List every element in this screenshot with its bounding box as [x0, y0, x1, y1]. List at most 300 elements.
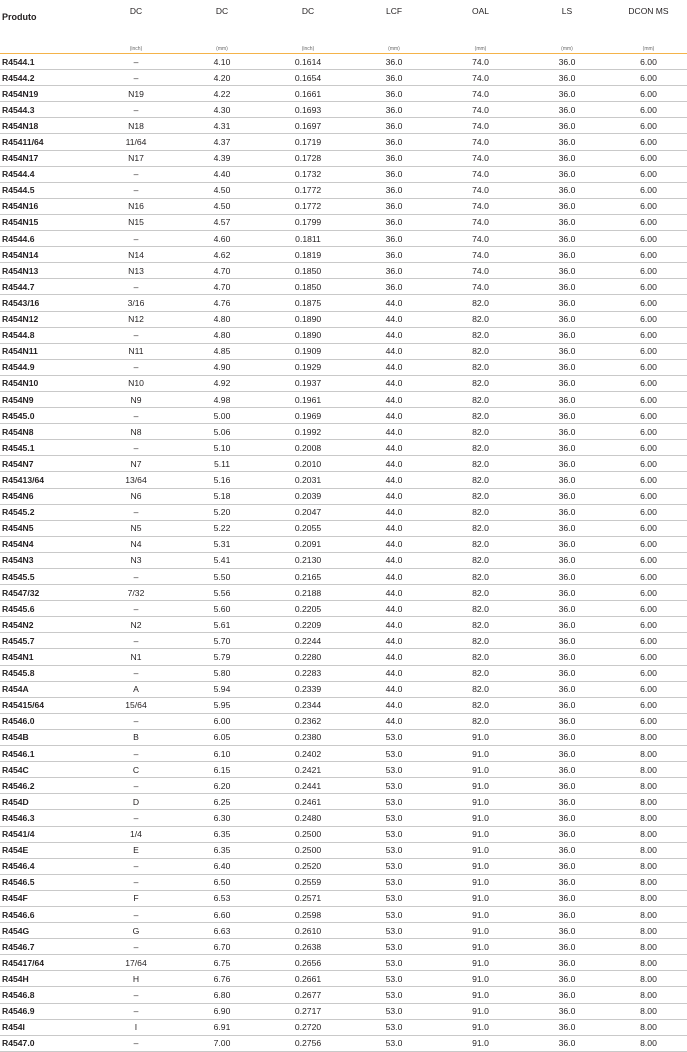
lcf-cell: 44.0 — [351, 617, 437, 633]
dcon-ms-cell: 6.00 — [610, 150, 687, 166]
table-row — [0, 440, 687, 456]
unit-dc-mm: (mm) — [179, 42, 265, 54]
product-code-cell: R45417/64 — [0, 955, 93, 971]
oal-cell: 82.0 — [437, 633, 524, 649]
table-row — [0, 697, 687, 713]
lcf-cell: 53.0 — [351, 874, 437, 890]
column-header-ls: LS — [561, 6, 573, 16]
ls-cell: 36.0 — [524, 971, 610, 987]
dc-mm-cell: 6.91 — [179, 1019, 265, 1035]
dc-decimal-inch-cell: 0.1890 — [265, 311, 351, 327]
dcon-ms-cell: 6.00 — [610, 585, 687, 601]
ls-cell: 36.0 — [524, 665, 610, 681]
oal-cell: 74.0 — [437, 54, 524, 70]
dc-decimal-inch-cell: 0.1772 — [265, 198, 351, 214]
oal-cell: 74.0 — [437, 182, 524, 198]
dc-mm-cell: 6.00 — [179, 713, 265, 729]
table-row — [0, 391, 687, 407]
dc-inch-cell: N4 — [93, 536, 179, 552]
lcf-cell: 44.0 — [351, 552, 437, 568]
oal-cell: 74.0 — [437, 166, 524, 182]
dc-decimal-inch-cell: 0.1909 — [265, 343, 351, 359]
lcf-cell: 53.0 — [351, 1003, 437, 1019]
oal-cell: 91.0 — [437, 826, 524, 842]
dc-decimal-inch-cell: 0.2031 — [265, 472, 351, 488]
dcon-ms-cell: 8.00 — [610, 762, 687, 778]
dc-mm-cell: 5.50 — [179, 569, 265, 585]
lcf-cell: 44.0 — [351, 424, 437, 440]
ls-cell: 36.0 — [524, 810, 610, 826]
table-row — [0, 810, 687, 826]
product-code-cell: R4546.4 — [0, 858, 93, 874]
dc-decimal-inch-cell: 0.2165 — [265, 569, 351, 585]
lcf-cell: 44.0 — [351, 311, 437, 327]
oal-cell: 82.0 — [437, 520, 524, 536]
dcon-ms-cell: 6.00 — [610, 70, 687, 86]
oal-cell: 91.0 — [437, 955, 524, 971]
lcf-cell: 36.0 — [351, 86, 437, 102]
unit-dc-decimal-inch: (inch) — [265, 42, 351, 54]
dc-mm-cell: 4.22 — [179, 86, 265, 102]
product-code-cell: R454N6 — [0, 488, 93, 504]
dcon-ms-cell: 6.00 — [610, 601, 687, 617]
oal-cell: 74.0 — [437, 102, 524, 118]
ls-cell: 36.0 — [524, 778, 610, 794]
ls-cell: 36.0 — [524, 729, 610, 745]
table-row — [0, 456, 687, 472]
lcf-cell: 44.0 — [351, 488, 437, 504]
product-code-cell: R4546.5 — [0, 874, 93, 890]
product-code-cell: R454N7 — [0, 456, 93, 472]
dc-mm-cell: 4.39 — [179, 150, 265, 166]
dc-inch-cell: 13/64 — [93, 472, 179, 488]
product-code-cell: R4544.6 — [0, 231, 93, 247]
dc-decimal-inch-cell: 0.1728 — [265, 150, 351, 166]
product-code-cell: R4544.5 — [0, 182, 93, 198]
table-row — [0, 746, 687, 762]
dc-decimal-inch-cell: 0.2047 — [265, 504, 351, 520]
lcf-cell: 53.0 — [351, 923, 437, 939]
dc-mm-cell: 4.90 — [179, 359, 265, 375]
dcon-ms-cell: 8.00 — [610, 874, 687, 890]
dc-inch-cell: – — [93, 182, 179, 198]
oal-cell: 91.0 — [437, 923, 524, 939]
dc-decimal-inch-cell: 0.1969 — [265, 408, 351, 424]
table-row — [0, 504, 687, 520]
dc-mm-cell: 4.30 — [179, 102, 265, 118]
ls-cell: 36.0 — [524, 746, 610, 762]
dc-inch-cell: – — [93, 1035, 179, 1051]
lcf-cell: 53.0 — [351, 810, 437, 826]
dc-inch-cell: N14 — [93, 247, 179, 263]
dc-mm-cell: 6.30 — [179, 810, 265, 826]
table-row — [0, 1035, 687, 1051]
product-code-cell: R4544.7 — [0, 279, 93, 295]
dcon-ms-cell: 6.00 — [610, 359, 687, 375]
lcf-cell: 44.0 — [351, 649, 437, 665]
ls-cell: 36.0 — [524, 472, 610, 488]
dc-decimal-inch-cell: 0.2010 — [265, 456, 351, 472]
dc-mm-cell: 4.92 — [179, 375, 265, 391]
oal-cell: 91.0 — [437, 1019, 524, 1035]
dc-decimal-inch-cell: 0.2209 — [265, 617, 351, 633]
dc-mm-cell: 4.37 — [179, 134, 265, 150]
dcon-ms-cell: 6.00 — [610, 488, 687, 504]
lcf-cell: 44.0 — [351, 569, 437, 585]
lcf-cell: 44.0 — [351, 633, 437, 649]
product-code-cell: R4543/16 — [0, 295, 93, 311]
dcon-ms-cell: 6.00 — [610, 391, 687, 407]
ls-cell: 36.0 — [524, 150, 610, 166]
dc-mm-cell: 6.80 — [179, 987, 265, 1003]
dc-decimal-inch-cell: 0.2441 — [265, 778, 351, 794]
table-row — [0, 247, 687, 263]
oal-cell: 82.0 — [437, 569, 524, 585]
dc-mm-cell: 4.62 — [179, 247, 265, 263]
ls-cell: 36.0 — [524, 295, 610, 311]
product-code-cell: R454I — [0, 1019, 93, 1035]
dc-mm-cell: 5.06 — [179, 424, 265, 440]
dc-mm-cell: 5.10 — [179, 440, 265, 456]
table-row — [0, 923, 687, 939]
dcon-ms-cell: 6.00 — [610, 279, 687, 295]
product-code-cell: R4547.0 — [0, 1035, 93, 1051]
lcf-cell: 44.0 — [351, 697, 437, 713]
dc-inch-cell: N10 — [93, 375, 179, 391]
dc-decimal-inch-cell: 0.2344 — [265, 697, 351, 713]
oal-cell: 91.0 — [437, 874, 524, 890]
table-row — [0, 713, 687, 729]
dc-inch-cell: B — [93, 729, 179, 745]
ls-cell: 36.0 — [524, 536, 610, 552]
column-header-lcf: LCF — [385, 6, 403, 16]
lcf-cell: 53.0 — [351, 729, 437, 745]
product-code-cell: R45411/64 — [0, 134, 93, 150]
dc-decimal-inch-cell: 0.1819 — [265, 247, 351, 263]
dc-decimal-inch-cell: 0.2039 — [265, 488, 351, 504]
product-code-cell: R4545.0 — [0, 408, 93, 424]
dc-mm-cell: 4.60 — [179, 231, 265, 247]
product-code-cell: R454N10 — [0, 375, 93, 391]
lcf-cell: 53.0 — [351, 1019, 437, 1035]
ls-cell: 36.0 — [524, 359, 610, 375]
dcon-ms-cell: 6.00 — [610, 665, 687, 681]
dc-mm-cell: 4.31 — [179, 118, 265, 134]
lcf-cell: 44.0 — [351, 408, 437, 424]
dcon-ms-cell: 6.00 — [610, 231, 687, 247]
dcon-ms-cell: 8.00 — [610, 955, 687, 971]
lcf-cell: 44.0 — [351, 391, 437, 407]
oal-cell: 82.0 — [437, 601, 524, 617]
oal-cell: 82.0 — [437, 295, 524, 311]
unit-lcf: (mm) — [351, 42, 437, 54]
dc-inch-cell: N1 — [93, 649, 179, 665]
ls-cell: 36.0 — [524, 375, 610, 391]
dc-decimal-inch-cell: 0.2520 — [265, 858, 351, 874]
table-row — [0, 729, 687, 745]
product-code-cell: R454N12 — [0, 311, 93, 327]
table-row — [0, 343, 687, 359]
dcon-ms-cell: 6.00 — [610, 472, 687, 488]
dcon-ms-cell: 6.00 — [610, 440, 687, 456]
dc-mm-cell: 5.80 — [179, 665, 265, 681]
dc-decimal-inch-cell: 0.2677 — [265, 987, 351, 1003]
lcf-cell: 44.0 — [351, 359, 437, 375]
dc-mm-cell: 7.00 — [179, 1035, 265, 1051]
table-row — [0, 552, 687, 568]
ls-cell: 36.0 — [524, 906, 610, 922]
ls-cell: 36.0 — [524, 263, 610, 279]
product-code-cell: R454A — [0, 681, 93, 697]
ls-cell: 36.0 — [524, 134, 610, 150]
product-code-cell: R4546.2 — [0, 778, 93, 794]
lcf-cell: 36.0 — [351, 102, 437, 118]
dc-decimal-inch-cell: 0.1811 — [265, 231, 351, 247]
dcon-ms-cell: 8.00 — [610, 1003, 687, 1019]
table-row — [0, 488, 687, 504]
dc-inch-cell: – — [93, 778, 179, 794]
lcf-cell: 36.0 — [351, 279, 437, 295]
product-code-cell: R454N14 — [0, 247, 93, 263]
units-row — [0, 42, 687, 54]
ls-cell: 36.0 — [524, 1019, 610, 1035]
lcf-cell: 44.0 — [351, 681, 437, 697]
dcon-ms-cell: 8.00 — [610, 1019, 687, 1035]
lcf-cell: 36.0 — [351, 198, 437, 214]
ls-cell: 36.0 — [524, 520, 610, 536]
dc-decimal-inch-cell: 0.2756 — [265, 1035, 351, 1051]
dcon-ms-cell: 8.00 — [610, 971, 687, 987]
ls-cell: 36.0 — [524, 858, 610, 874]
column-header-oal: OAL — [471, 6, 489, 16]
unit-oal: (mm) — [437, 42, 524, 54]
product-code-cell: R4546.3 — [0, 810, 93, 826]
lcf-cell: 36.0 — [351, 118, 437, 134]
column-header-dc-inch: DC — [129, 6, 143, 16]
lcf-cell: 44.0 — [351, 713, 437, 729]
lcf-cell: 53.0 — [351, 842, 437, 858]
oal-cell: 82.0 — [437, 327, 524, 343]
dc-inch-cell: N6 — [93, 488, 179, 504]
dc-mm-cell: 5.61 — [179, 617, 265, 633]
dc-decimal-inch-cell: 0.2130 — [265, 552, 351, 568]
dcon-ms-cell: 8.00 — [610, 890, 687, 906]
lcf-cell: 53.0 — [351, 955, 437, 971]
dc-mm-cell: 4.76 — [179, 295, 265, 311]
oal-cell: 82.0 — [437, 375, 524, 391]
dc-decimal-inch-cell: 0.2283 — [265, 665, 351, 681]
dc-inch-cell: – — [93, 987, 179, 1003]
dc-inch-cell: N2 — [93, 617, 179, 633]
dcon-ms-cell: 6.00 — [610, 617, 687, 633]
table-row — [0, 231, 687, 247]
ls-cell: 36.0 — [524, 440, 610, 456]
unit-produto — [0, 42, 93, 54]
lcf-cell: 53.0 — [351, 762, 437, 778]
table-row — [0, 295, 687, 311]
ls-cell: 36.0 — [524, 633, 610, 649]
product-code-cell: R454N8 — [0, 424, 93, 440]
dc-decimal-inch-cell: 0.1890 — [265, 327, 351, 343]
ls-cell: 36.0 — [524, 231, 610, 247]
dc-mm-cell: 4.98 — [179, 391, 265, 407]
table-row — [0, 424, 687, 440]
oal-cell: 74.0 — [437, 118, 524, 134]
dc-inch-cell: 3/16 — [93, 295, 179, 311]
lcf-cell: 36.0 — [351, 263, 437, 279]
lcf-cell: 53.0 — [351, 794, 437, 810]
table-row — [0, 198, 687, 214]
dcon-ms-cell: 6.00 — [610, 86, 687, 102]
oal-cell: 74.0 — [437, 214, 524, 230]
dc-decimal-inch-cell: 0.1850 — [265, 263, 351, 279]
dc-mm-cell: 5.16 — [179, 472, 265, 488]
product-code-cell: R4544.3 — [0, 102, 93, 118]
product-code-cell: R4545.8 — [0, 665, 93, 681]
dc-inch-cell: – — [93, 939, 179, 955]
dc-inch-cell: N17 — [93, 150, 179, 166]
ls-cell: 36.0 — [524, 569, 610, 585]
dc-inch-cell: – — [93, 858, 179, 874]
oal-cell: 91.0 — [437, 858, 524, 874]
dc-decimal-inch-cell: 0.1850 — [265, 279, 351, 295]
dc-inch-cell: I — [93, 1019, 179, 1035]
dcon-ms-cell: 6.00 — [610, 697, 687, 713]
ls-cell: 36.0 — [524, 794, 610, 810]
product-code-cell: R4541/4 — [0, 826, 93, 842]
dc-inch-cell: – — [93, 440, 179, 456]
ls-cell: 36.0 — [524, 198, 610, 214]
dc-decimal-inch-cell: 0.2380 — [265, 729, 351, 745]
lcf-cell: 53.0 — [351, 906, 437, 922]
product-code-cell: R454C — [0, 762, 93, 778]
oal-cell: 91.0 — [437, 939, 524, 955]
ls-cell: 36.0 — [524, 504, 610, 520]
table-row — [0, 1019, 687, 1035]
oal-cell: 82.0 — [437, 311, 524, 327]
dc-inch-cell: – — [93, 279, 179, 295]
dc-inch-cell: D — [93, 794, 179, 810]
dc-inch-cell: – — [93, 54, 179, 70]
ls-cell: 36.0 — [524, 54, 610, 70]
table-row — [0, 955, 687, 971]
dc-mm-cell: 4.70 — [179, 263, 265, 279]
product-code-cell: R454N9 — [0, 391, 93, 407]
lcf-cell: 36.0 — [351, 182, 437, 198]
dc-mm-cell: 6.35 — [179, 826, 265, 842]
dc-decimal-inch-cell: 0.2244 — [265, 633, 351, 649]
lcf-cell: 44.0 — [351, 585, 437, 601]
product-code-cell: R454N5 — [0, 520, 93, 536]
oal-cell: 91.0 — [437, 778, 524, 794]
ls-cell: 36.0 — [524, 182, 610, 198]
dc-mm-cell: 6.50 — [179, 874, 265, 890]
oal-cell: 74.0 — [437, 150, 524, 166]
lcf-cell: 36.0 — [351, 70, 437, 86]
ls-cell: 36.0 — [524, 939, 610, 955]
ls-cell: 36.0 — [524, 391, 610, 407]
dc-decimal-inch-cell: 0.1875 — [265, 295, 351, 311]
table-row — [0, 54, 687, 70]
dc-mm-cell: 5.22 — [179, 520, 265, 536]
oal-cell: 74.0 — [437, 247, 524, 263]
oal-cell: 82.0 — [437, 408, 524, 424]
oal-cell: 82.0 — [437, 617, 524, 633]
table-row — [0, 70, 687, 86]
dc-inch-cell: N11 — [93, 343, 179, 359]
ls-cell: 36.0 — [524, 617, 610, 633]
dcon-ms-cell: 6.00 — [610, 247, 687, 263]
dcon-ms-cell: 6.00 — [610, 311, 687, 327]
dcon-ms-cell: 6.00 — [610, 375, 687, 391]
dc-mm-cell: 5.94 — [179, 681, 265, 697]
ls-cell: 36.0 — [524, 713, 610, 729]
lcf-cell: 53.0 — [351, 1035, 437, 1051]
dc-decimal-inch-cell: 0.2638 — [265, 939, 351, 955]
oal-cell: 82.0 — [437, 440, 524, 456]
oal-cell: 82.0 — [437, 697, 524, 713]
ls-cell: 36.0 — [524, 102, 610, 118]
product-code-cell: R454N15 — [0, 214, 93, 230]
oal-cell: 82.0 — [437, 649, 524, 665]
dc-mm-cell: 6.25 — [179, 794, 265, 810]
lcf-cell: 44.0 — [351, 472, 437, 488]
oal-cell: 91.0 — [437, 987, 524, 1003]
product-code-cell: R4544.8 — [0, 327, 93, 343]
dcon-ms-cell: 6.00 — [610, 118, 687, 134]
product-code-cell: R454H — [0, 971, 93, 987]
dc-mm-cell: 5.95 — [179, 697, 265, 713]
table-row — [0, 536, 687, 552]
dc-inch-cell: C — [93, 762, 179, 778]
dc-decimal-inch-cell: 0.2280 — [265, 649, 351, 665]
table-row — [0, 327, 687, 343]
dcon-ms-cell: 6.00 — [610, 424, 687, 440]
dc-mm-cell: 4.40 — [179, 166, 265, 182]
dcon-ms-cell: 6.00 — [610, 504, 687, 520]
dcon-ms-cell: 6.00 — [610, 649, 687, 665]
lcf-cell: 44.0 — [351, 520, 437, 536]
ls-cell: 36.0 — [524, 424, 610, 440]
dc-mm-cell: 5.18 — [179, 488, 265, 504]
dc-mm-cell: 6.05 — [179, 729, 265, 745]
oal-cell: 82.0 — [437, 585, 524, 601]
dc-inch-cell: – — [93, 874, 179, 890]
dc-mm-cell: 6.76 — [179, 971, 265, 987]
dc-inch-cell: – — [93, 713, 179, 729]
table-row — [0, 890, 687, 906]
product-code-cell: R4546.1 — [0, 746, 93, 762]
ls-cell: 36.0 — [524, 86, 610, 102]
table-row — [0, 472, 687, 488]
dc-inch-cell: F — [93, 890, 179, 906]
ls-cell: 36.0 — [524, 842, 610, 858]
table-row — [0, 408, 687, 424]
table-row — [0, 939, 687, 955]
dc-inch-cell: 1/4 — [93, 826, 179, 842]
lcf-cell: 53.0 — [351, 939, 437, 955]
dcon-ms-cell: 6.00 — [610, 54, 687, 70]
dc-inch-cell: N5 — [93, 520, 179, 536]
product-code-cell: R454D — [0, 794, 93, 810]
dc-inch-cell: – — [93, 166, 179, 182]
lcf-cell: 36.0 — [351, 247, 437, 263]
dc-decimal-inch-cell: 0.2362 — [265, 713, 351, 729]
lcf-cell: 44.0 — [351, 440, 437, 456]
dcon-ms-cell: 8.00 — [610, 923, 687, 939]
dc-mm-cell: 5.41 — [179, 552, 265, 568]
dc-mm-cell: 6.40 — [179, 858, 265, 874]
